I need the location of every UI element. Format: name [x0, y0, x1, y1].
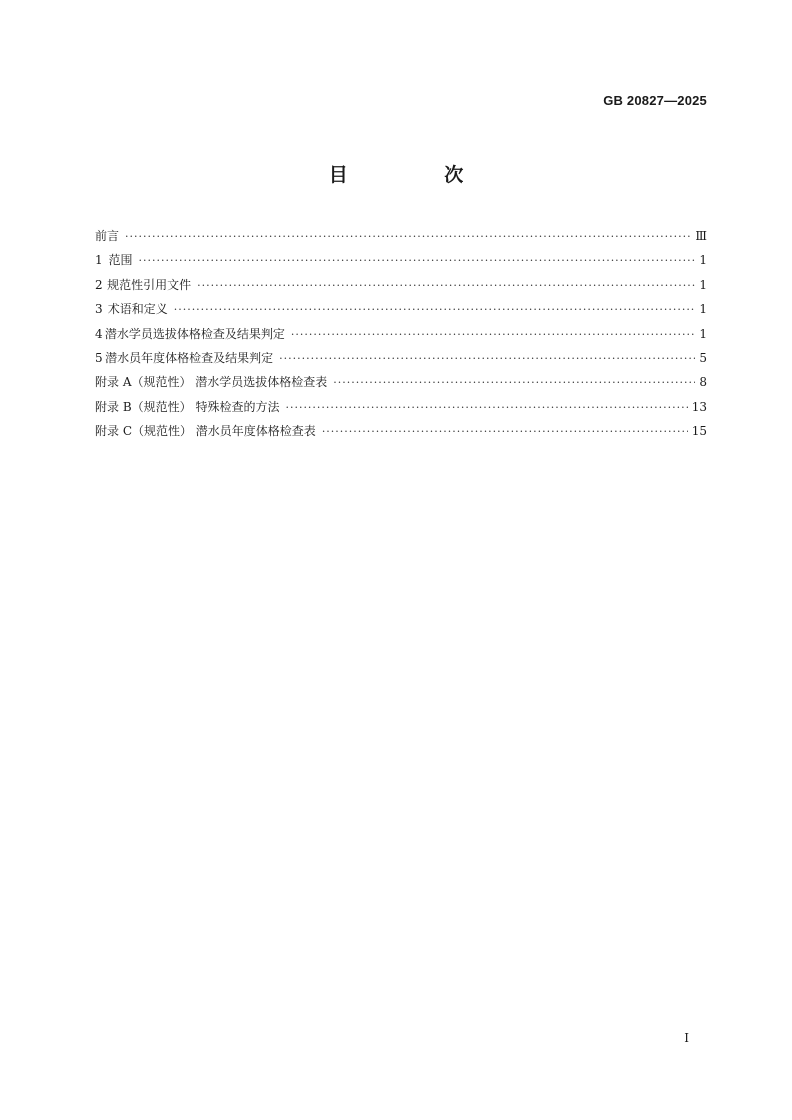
table-of-contents: [95, 227, 707, 447]
toc-entry-label: 潜水学员选拔体格检查及结果判定: [104, 326, 285, 341]
toc-entry-section-5[interactable]: [95, 349, 707, 373]
toc-entry-label: 附录 B（规范性） 特殊检查的方法: [95, 399, 280, 414]
page-number: Ⅰ: [684, 1031, 689, 1045]
toc-entry-terms-definitions[interactable]: [95, 300, 707, 324]
toc-entry-label: 规范性引用文件: [107, 277, 192, 292]
dot-leader: [279, 352, 695, 365]
standard-code: GB 20827—2025: [603, 93, 707, 108]
toc-entry-label: 潜水员年度体格检查及结果判定: [105, 350, 274, 365]
toc-entry-label: 术语和定义: [107, 302, 168, 317]
toc-entry-number: 3: [95, 302, 103, 317]
toc-entry-number: 4: [95, 326, 103, 341]
toc-entry-scope[interactable]: [95, 251, 707, 275]
toc-entry-page: 1: [699, 277, 707, 292]
dot-leader: [291, 328, 695, 341]
dot-leader: [139, 254, 695, 267]
toc-entry-label: 前言: [95, 229, 120, 243]
toc-entry-appendix-a[interactable]: [95, 373, 707, 397]
toc-entry-page: 13: [691, 399, 707, 414]
toc-entry-number: 5: [95, 350, 103, 365]
toc-entry-page: 1: [699, 326, 707, 341]
dot-leader: [174, 303, 695, 316]
dot-leader: [333, 376, 695, 389]
toc-entry-page: Ⅲ: [695, 229, 707, 243]
toc-entry-section-4[interactable]: [95, 325, 707, 349]
toc-entry-page: 15: [691, 424, 707, 439]
toc-entry-page: 1: [699, 302, 707, 317]
toc-entry-normative-references[interactable]: [95, 276, 707, 300]
toc-entry-label: 范围: [108, 253, 133, 268]
toc-entry-label: 附录 A（规范性） 潜水学员选拔体格检查表: [95, 375, 328, 390]
dot-leader: [125, 230, 691, 243]
toc-entry-number: 2: [95, 277, 103, 292]
toc-entry-page: 8: [699, 375, 707, 390]
toc-entry-appendix-b[interactable]: [95, 398, 707, 422]
toc-entry-foreword[interactable]: [95, 227, 707, 251]
dot-leader: [197, 279, 695, 292]
toc-entry-appendix-c[interactable]: [95, 422, 707, 446]
dot-leader: [322, 425, 688, 438]
toc-entry-page: 1: [699, 253, 707, 268]
toc-entry-number: 1: [95, 253, 103, 268]
page-title: 目 次: [328, 164, 509, 186]
dot-leader: [285, 401, 687, 414]
toc-entry-page: 5: [699, 350, 707, 365]
toc-entry-label: 附录 C（规范性） 潜水员年度体格检查表: [95, 424, 316, 439]
